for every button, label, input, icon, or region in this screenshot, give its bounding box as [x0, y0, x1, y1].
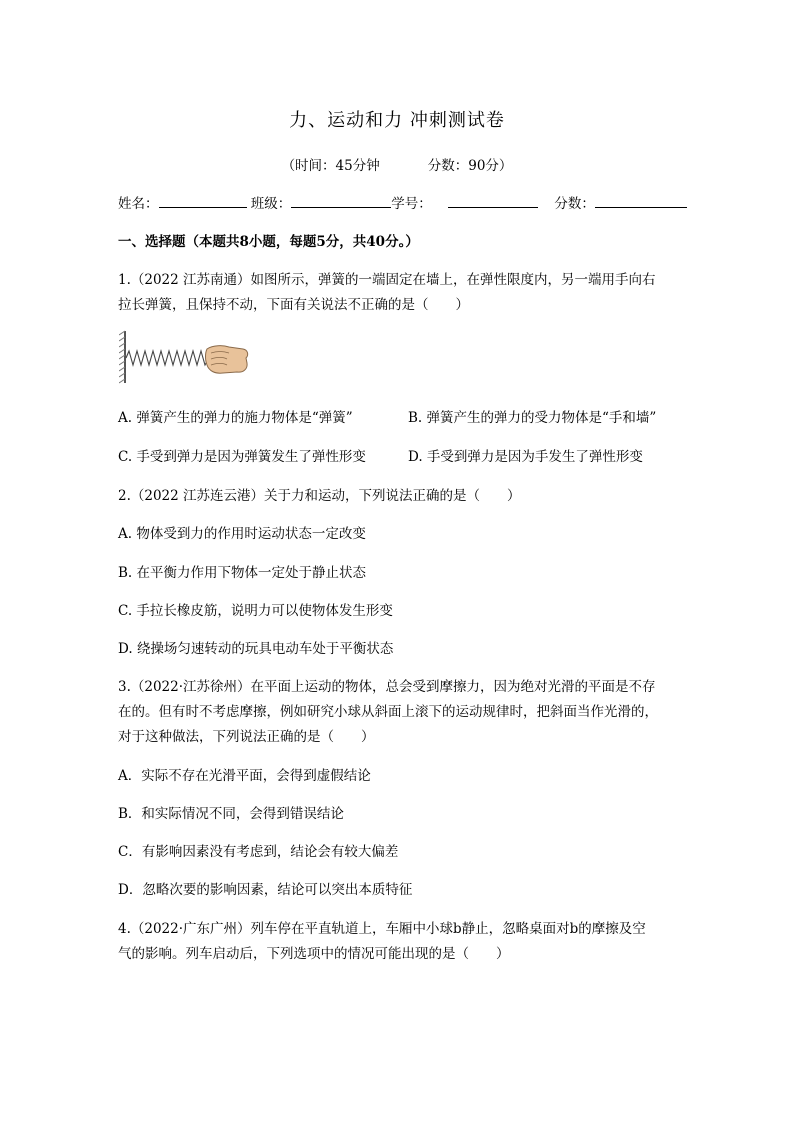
exam-subtitle — [0, 154, 794, 174]
id-label: 学号： — [391, 196, 432, 212]
id-blank[interactable] — [448, 194, 538, 208]
q3-option-c: C．有影响因素没有考虑到，结论会有较大偏差 — [118, 844, 399, 860]
name-blank[interactable] — [159, 194, 247, 208]
score-label: 分数： — [554, 196, 595, 212]
q4-stem-line2: 气的影响。列车启动后，下列选项中的情况可能出现的是（ ） — [118, 946, 510, 962]
q2-option-c: C. 手拉长橡皮筋，说明力可以使物体发生形变 — [118, 603, 393, 619]
q4-stem-line1: 4.（2022·广东广州）列车停在平直轨道上，车厢中小球b静止，忽略桌面对b的摩擦及空 — [118, 921, 646, 937]
q1-option-b: B. 弹簧产生的弹力的受力物体是“手和墙” — [408, 410, 657, 426]
q3-stem-line3: 对于这种做法，下列说法正确的是（ ） — [118, 729, 375, 745]
q3-option-d: D．忽略次要的影响因素，结论可以突出本质特征 — [118, 882, 413, 898]
section-heading: 一、选择题（本题共8小题，每题5分，共40分。） — [118, 234, 419, 250]
q2-option-a: A. 物体受到力的作用时运动状态一定改变 — [118, 526, 366, 542]
student-info-row — [118, 192, 687, 212]
q1-stem-line1: 1.（2022 江苏南通）如图所示，弹簧的一端固定在墙上，在弹性限度内，另一端用手向右 — [118, 272, 656, 288]
q2-stem: 2.（2022 江苏连云港）关于力和运动，下列说法正确的是（ ） — [118, 488, 521, 504]
score-blank[interactable] — [595, 194, 687, 208]
q3-option-a: A．实际不存在光滑平面，会得到虚假结论 — [118, 768, 371, 784]
exam-title: 力、运动和力 冲刺测试卷 — [289, 110, 505, 131]
q2-option-d: D. 绕操场匀速转动的玩具电动车处于平衡状态 — [118, 641, 394, 657]
q1-option-d: D. 手受到弹力是因为手发生了弹性形变 — [408, 449, 643, 465]
q1-stem-line2: 拉长弹簧，且保持不动，下面有关说法不正确的是（ ） — [118, 297, 469, 313]
total-score: 分数：90分） — [427, 158, 513, 174]
class-label: 班级： — [250, 196, 292, 212]
q1-option-a: A. 弹簧产生的弹力的施力物体是“弹簧” — [118, 410, 353, 426]
q3-stem-line2: 在的。但有时不考虑摩擦，例如研究小球从斜面上滚下的运动规律时，把斜面当作光滑的， — [118, 704, 658, 720]
name-label: 姓名： — [118, 196, 159, 212]
time-limit: （时间：45分钟 — [281, 158, 380, 174]
q1-option-c: C. 手受到弹力是因为弹簧发生了弹性形变 — [118, 449, 366, 465]
spring-hand-figure — [119, 329, 251, 385]
q3-option-b: B．和实际情况不同，会得到错误结论 — [118, 806, 344, 822]
q2-option-b: B. 在平衡力作用下物体一定处于静止状态 — [118, 565, 367, 581]
q3-stem-line1: 3.（2022·江苏徐州）在平面上运动的物体，总会受到摩擦力，因为绝对光滑的平面是不存 — [118, 679, 656, 695]
class-blank[interactable] — [291, 194, 391, 208]
